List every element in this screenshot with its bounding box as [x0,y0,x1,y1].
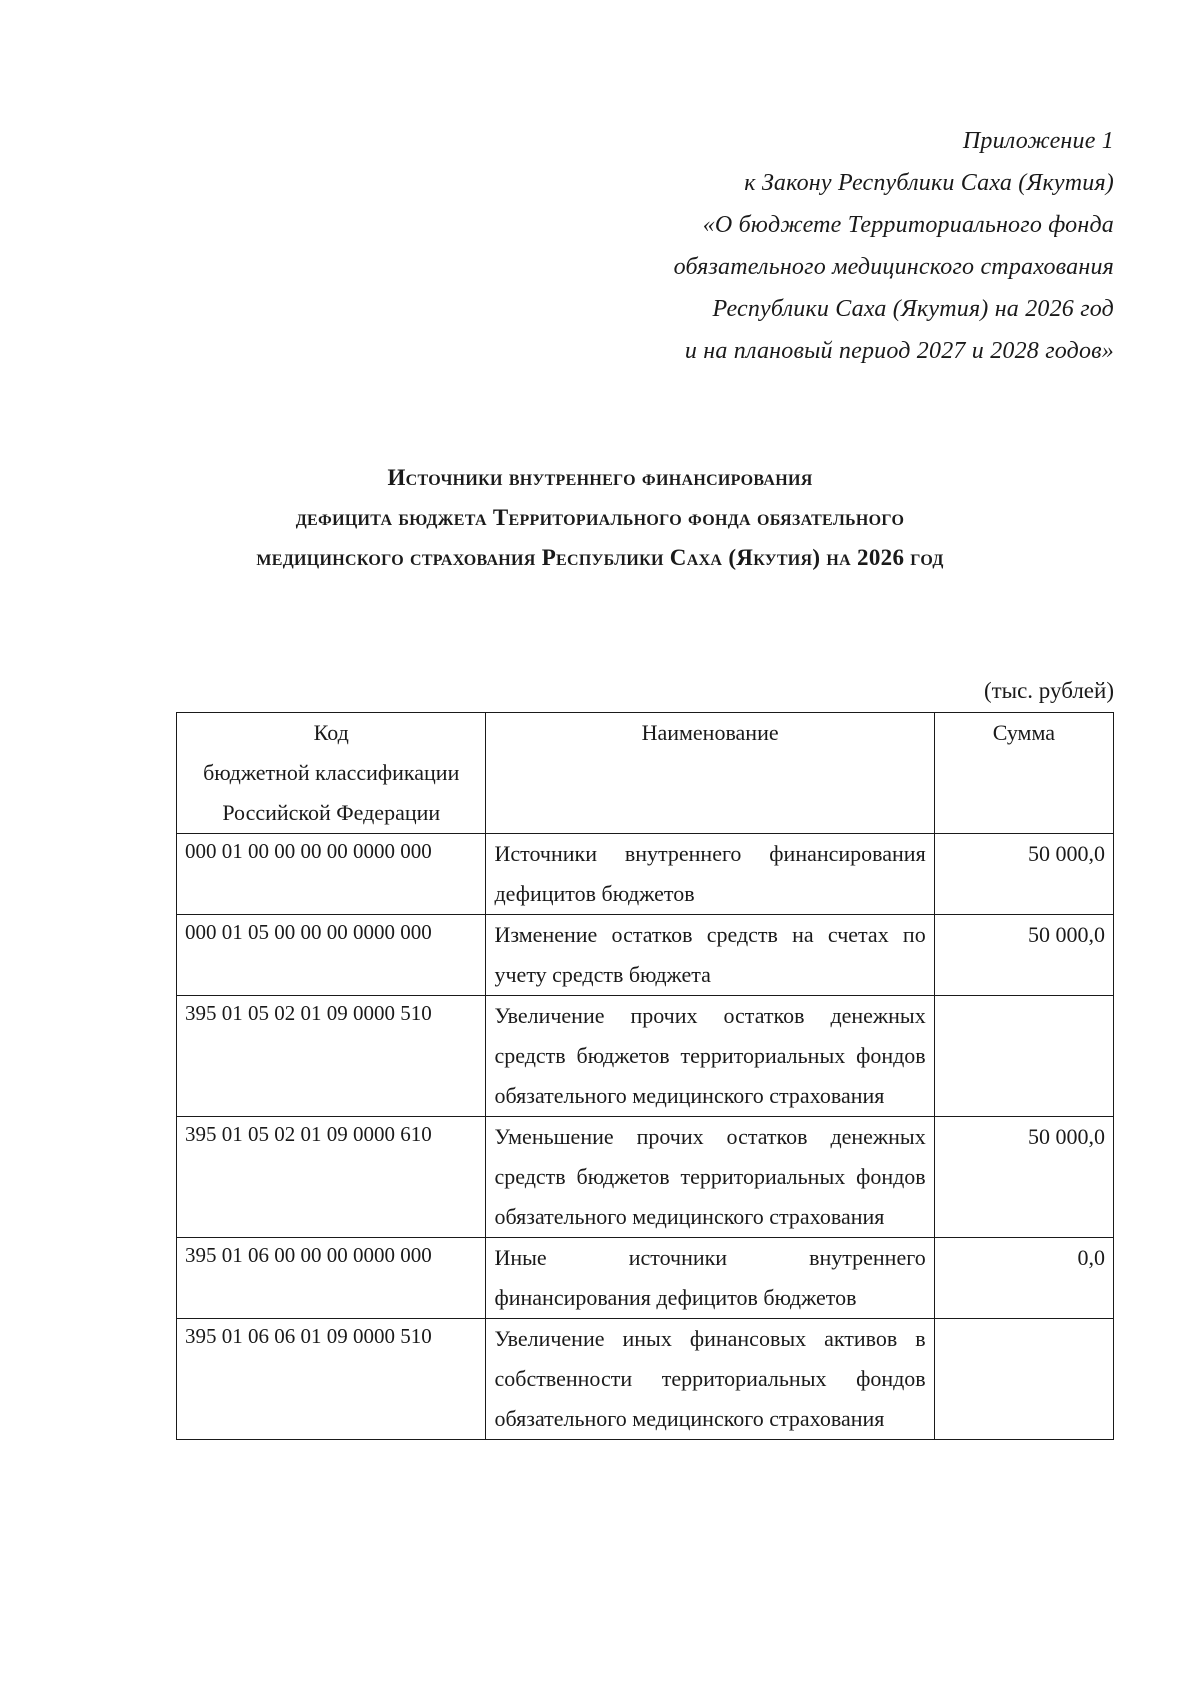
annex-line: «О бюджете Территориального фонда [702,212,1114,238]
table-row [177,834,1114,915]
annex-line: Приложение 1 [962,128,1114,154]
row-sum [934,1319,1113,1440]
document-title [150,458,1050,578]
header-code [177,713,486,834]
table-row [177,915,1114,996]
financing-sources-table [176,712,1114,1440]
row-name: Увеличение прочих остатков денежных средств бюджетов территориальных фондов обязательного медицинского страхования [486,996,934,1117]
row-name: Изменение остатков средств на счетах по учету средств бюджета [486,915,934,996]
header-sum: Сумма [934,713,1113,834]
row-name: Источники внутреннего финансирования дефицитов бюджетов [486,834,934,915]
annex-line: к Закону Республики Саха (Якутия) [744,170,1114,196]
budget-code: 395 01 05 02 01 09 0000 510 [177,996,486,1117]
table-row [177,1238,1114,1319]
units-note: (тыс. рублей) [983,678,1114,703]
header-code-line: бюджетной классификации [203,760,460,785]
row-name: Увеличение иных финансовых активов в собственности территориальных фондов обязательного медицинского страхования [486,1319,934,1440]
title-line: Источники внутреннего финансирования [387,465,813,490]
table-row [177,1319,1114,1440]
table-header-row [177,713,1114,834]
row-sum: 50 000,0 [934,915,1113,996]
budget-code: 000 01 05 00 00 00 0000 000 [177,915,486,996]
row-sum: 50 000,0 [934,1117,1113,1238]
table-row [177,996,1114,1117]
row-sum [934,996,1113,1117]
header-code-line: Российской Федерации [222,800,441,825]
title-line: дефицита бюджета Территориального фонда обязательного [295,505,905,530]
budget-code: 395 01 05 02 01 09 0000 610 [177,1117,486,1238]
budget-code: 000 01 00 00 00 00 0000 000 [177,834,486,915]
table-row [177,1117,1114,1238]
row-name: Иные источники внутреннего финансирования дефицитов бюджетов [486,1238,934,1319]
budget-code: 395 01 06 00 00 00 0000 000 [177,1238,486,1319]
budget-code: 395 01 06 06 01 09 0000 510 [177,1319,486,1440]
annex-line: обязательного медицинского страхования [673,254,1114,280]
annex-reference [554,120,1114,372]
annex-line: Республики Саха (Якутия) на 2026 год [712,296,1114,322]
annex-line: и на плановый период 2027 и 2028 годов» [684,338,1114,364]
header-code-line: Код [313,720,349,745]
row-sum: 50 000,0 [934,834,1113,915]
row-sum: 0,0 [934,1238,1113,1319]
title-line: медицинского страхования Республики Саха (Якутия) на 2026 год [256,545,944,570]
header-name: Наименование [486,713,934,834]
row-name: Уменьшение прочих остатков денежных средств бюджетов территориальных фондов обязательного медицинского страхования [486,1117,934,1238]
